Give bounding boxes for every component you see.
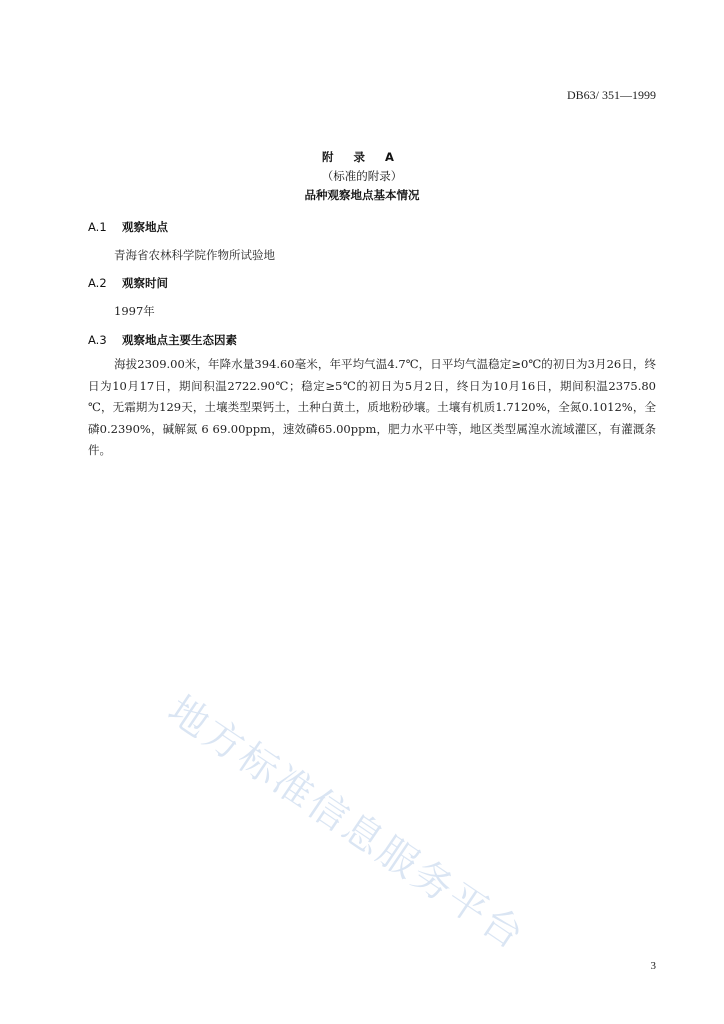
section-title: 观察时间	[122, 276, 169, 290]
appendix-header	[0, 148, 724, 205]
ecology-paragraph	[88, 354, 656, 462]
section-title: 观察地点	[122, 220, 169, 234]
appendix-subtitle: （标准的附录）	[321, 169, 403, 183]
section-a2-heading	[88, 275, 168, 291]
section-a2-body: 1997年	[114, 304, 155, 318]
appendix-heading: 品种观察地点基本情况	[304, 188, 420, 202]
section-a1-body: 青海省农林科学院作物所试验地	[114, 248, 275, 262]
ecology-paragraph-text: 海拔2309.00米，年降水量394.60毫米，年平均气温4.7℃，日平均气温稳定≥0℃的初日为3月26日，终日为10月17日，期间积温2722.90℃；稳定≥5℃的初日为5月2日，终日为10月16日，期间积温2375.80 ℃，无霜期为129天，土壤类型栗钙土，土种白黄土，质地粉砂壤。土壤有机质1.7120%，全氮0.1012%，全磷0.2390%，碱解氮 6 69.00ppm，速效磷65.00ppm，肥力水平中等，地区类型属湟水流域灌区，有灌溉条件。	[88, 357, 656, 457]
section-a3-heading	[88, 332, 237, 348]
appendix-title: 附 录 A	[322, 150, 402, 164]
page-number: 3	[650, 960, 656, 972]
document-code: DB63/ 351—1999	[566, 88, 656, 102]
watermark: 地方标准信息服务平台	[159, 687, 534, 960]
section-number: A.1	[88, 220, 107, 234]
section-number: A.3	[88, 333, 107, 347]
section-title: 观察地点主要生态因素	[122, 333, 238, 347]
section-a1-heading	[88, 219, 168, 235]
section-number: A.2	[88, 276, 107, 290]
